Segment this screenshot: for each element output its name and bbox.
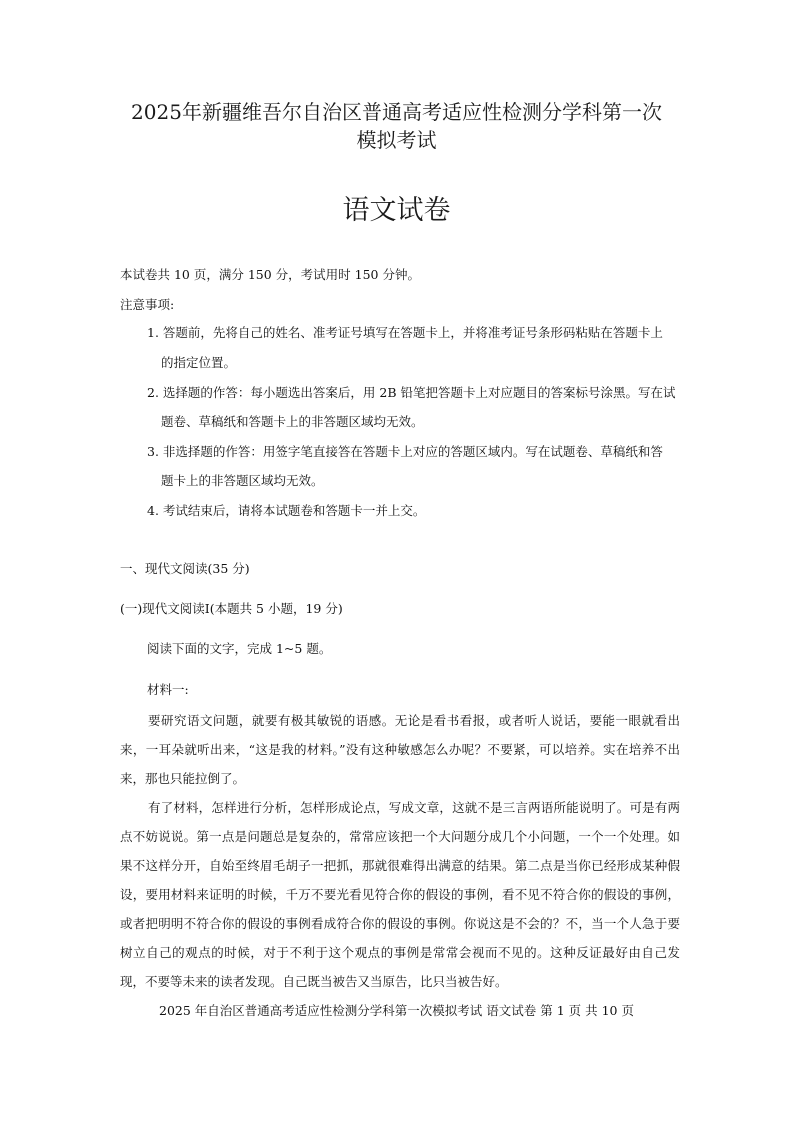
notice-item-2: 2. 选择题的作答：每小题选出答案后，用 2B 铅笔把答题卡上对应题目的答案标号涂黑。写在试: [147, 385, 676, 400]
material-paragraph-1: 要研究语文问题，就要有极其敏锐的语感。无论是看书看报，或者听人说话，要能一眼就看出来，一耳朵就听出来，“这是我的材料。”没有这种敏感怎么办呢？不要紧，可以培养。实在培养不出来，那也只能拉倒了。: [120, 713, 680, 786]
subsection-heading: (一)现代文阅读Ⅰ(本题共 5 小题，19 分): [120, 601, 343, 616]
section-heading: 一、现代文阅读(35 分): [120, 561, 250, 576]
material-label: 材料一:: [147, 682, 189, 697]
notice-item-4: 4. 考试结束后，请将本试题卷和答题卡一并上交。: [147, 503, 426, 518]
material-paragraph-2: 有了材料，怎样进行分析，怎样形成论点，写成文章，这就不是三言两语所能说明了。可是有两点不妨说说。第一点是问题总是复杂的，常常应该把一个大问题分成几个小问题，一个一个处理。如果不这样分开，自始至终眉毛胡子一把抓，那就很难得出满意的结果。第二点是当你已经形成某种假设，要用材料来证明的时候，千万不要光看见符合你的假设的事例，看不见不符合你的假设的事例，或者把明明不符合你的假设的事例看成符合你的假设的事例。你说这是不会的？不，当一个人急于要树立自己的观点的时候，对于不利于这个观点的事例是常常会视而不见的。这种反证最好由自己发现，不要等未来的读者发现。自己既当被告又当原告，比只当被告好。: [120, 800, 680, 989]
page-footer: 2025 年自治区普通高考适应性检测分学科第一次模拟考试 语文试卷 第 1 页 共 10 页: [159, 1003, 634, 1018]
exam-intro: 本试卷共 10 页，满分 150 分，考试用时 150 分钟。: [120, 267, 420, 282]
notice-item-3: 3. 非选择题的作答：用签字笔直接答在答题卡上对应的答题区域内。写在试题卷、草稿纸和答: [147, 444, 663, 459]
notice-item-1: 1. 答题前，先将自己的姓名、准考证号填写在答题卡上，并将准考证号条形码粘贴在答题卡上: [147, 325, 663, 340]
exam-title-line-2: 模拟考试: [356, 128, 437, 152]
notice-item-2-cont: 题卷、草稿纸和答题卡上的非答题区域均无效。: [161, 414, 424, 429]
exam-title-line-1: 2025年新疆维吾尔自治区普通高考适应性检测分学科第一次: [131, 100, 662, 124]
subject-title: 语文试卷: [342, 195, 451, 226]
notice-item-3-cont: 题卡上的非答题区域均无效。: [161, 473, 324, 488]
notice-item-1-cont: 的指定位置。: [161, 355, 237, 370]
material-body: [120, 706, 680, 996]
reading-instruction: 阅读下面的文字，完成 1~5 题。: [147, 641, 332, 656]
notice-heading: 注意事项:: [120, 297, 175, 312]
exam-title: [60, 98, 733, 154]
